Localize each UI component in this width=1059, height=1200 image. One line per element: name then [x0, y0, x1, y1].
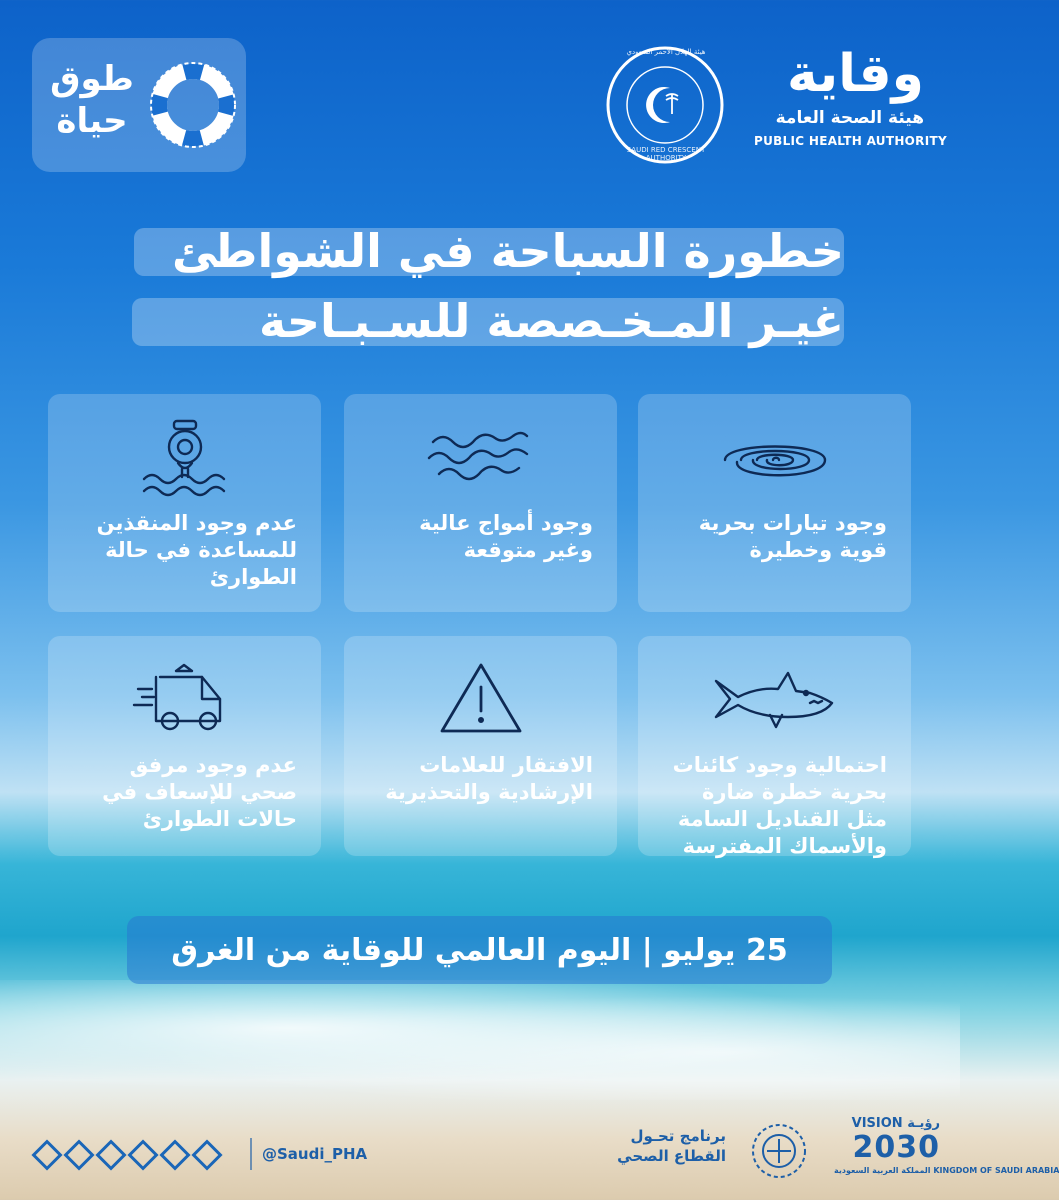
authority-name-english: PUBLIC HEALTH AUTHORITY: [754, 134, 947, 148]
hazard-card-text: وجود أمواج عالية وغير متوقعة: [419, 511, 593, 562]
authority-subtitle-arabic: هيئة الصحة العامة: [775, 108, 924, 128]
banner-text: 25 يوليو | اليوم العالمي للوقاية من الغرق: [171, 932, 788, 968]
page-title-line1: خطورة السباحة في الشواطئ: [171, 224, 844, 278]
authority-logos: [604, 44, 947, 164]
hazard-card-text: عدم وجود مرفق صحي للإسعاف في حالات الطوارئ: [102, 753, 297, 831]
vision-2030-logo: [834, 1116, 1059, 1186]
lifeguard-buoy-icon: [130, 417, 240, 497]
social-icons-row: [32, 1140, 218, 1168]
campaign-logo-line1: طوق: [50, 59, 134, 99]
campaign-logo-panel: [32, 38, 246, 172]
lifebuoy-icon: [150, 62, 236, 148]
ambulance-icon: [130, 659, 240, 739]
vision-label: VISION رؤيـة: [851, 1116, 940, 1131]
program-line1: برنامج تحـول: [630, 1127, 726, 1145]
hazard-card-lifeguards: [48, 394, 321, 612]
hazard-card-text: الافتقار للعلامات الإرشادية والتحذيرية: [385, 753, 593, 804]
hazard-card-signs: [344, 636, 617, 856]
health-program-emblem-icon: [748, 1120, 810, 1182]
hazard-card-text: وجود تيارات بحرية قوية وخطيرة: [698, 511, 887, 562]
youtube-icon[interactable]: [160, 1140, 186, 1166]
seal-arabic-text: هيئة الهلال الأحمر السعودي: [626, 48, 706, 56]
social-handle-text: @Saudi_PHA: [262, 1145, 368, 1163]
sea-foam-decoration: [0, 980, 960, 1100]
vision-kingdom-text: المملكة العربية السعودية KINGDOM OF SAUDI ARABIA: [834, 1166, 1059, 1175]
hazard-card-waves: [344, 394, 617, 612]
facebook-icon[interactable]: [64, 1140, 90, 1166]
campaign-logo-text: [42, 58, 142, 142]
linkedin-icon[interactable]: [192, 1140, 218, 1166]
authority-name-arabic: وقاية: [787, 44, 924, 104]
x-icon[interactable]: [32, 1140, 58, 1166]
title-line2-highlight: [132, 294, 844, 348]
waves-icon: [421, 422, 541, 492]
hazard-card-currents: [638, 394, 911, 612]
social-handle[interactable]: [262, 1140, 367, 1168]
instagram-icon[interactable]: [96, 1140, 122, 1166]
hazard-card-marine-life: [638, 636, 911, 856]
shark-icon: [710, 659, 840, 739]
whirlpool-icon: [715, 422, 835, 492]
footer-divider: [250, 1138, 252, 1170]
page-title-line2: غيـر المـخـصصة للسـبـاحة: [259, 294, 844, 348]
campaign-logo-line2: حياة: [56, 101, 128, 141]
program-line2: القطاع الصحي: [617, 1147, 726, 1165]
vision-year: 2030: [852, 1130, 940, 1165]
world-drowning-day-banner: [127, 916, 832, 984]
hazard-card-medical: [48, 636, 321, 856]
hazard-card-text: عدم وجود المنقذين للمساعدة في حالة الطوارئ: [96, 511, 297, 589]
hazard-card-text: احتمالية وجود كائنات بحرية خطرة ضارة مثل القناديل السامة والأسماك المفترسة: [672, 753, 887, 858]
title-line1-highlight: [134, 224, 844, 278]
warning-icon: [436, 659, 526, 739]
seal-english-text: SAUDI RED CRESCENT AUTHORITY: [626, 146, 706, 162]
snapchat-icon[interactable]: [128, 1140, 154, 1166]
health-transformation-program: [606, 1126, 726, 1166]
